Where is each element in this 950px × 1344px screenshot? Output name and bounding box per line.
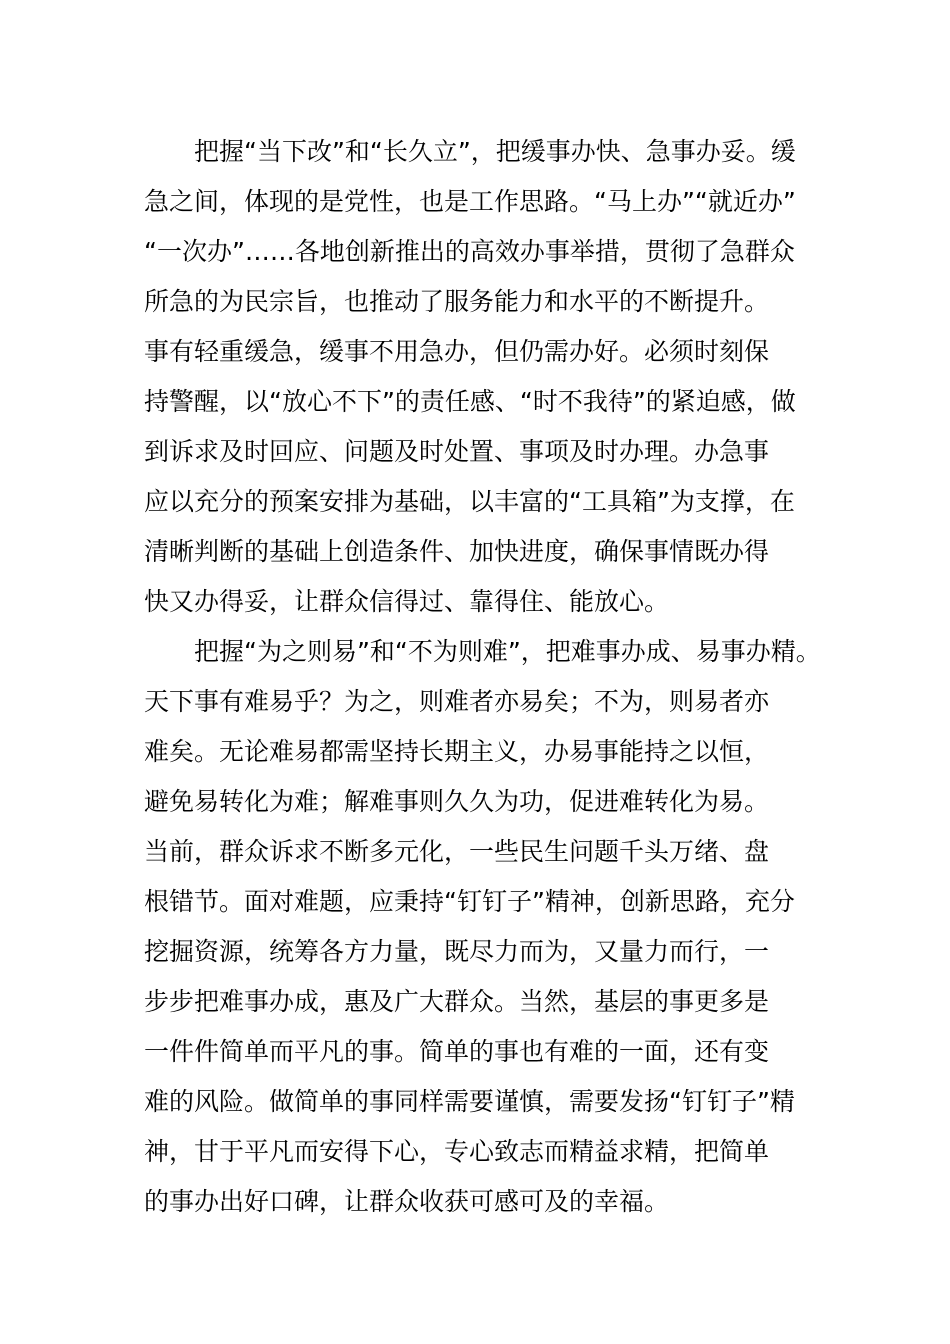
text-line: 把握“当下改”和“长久立”，把缓事办快、急事办妥。缓 <box>144 137 796 166</box>
text-line: 避免易转化为难；解难事则久久为功，促进难转化为易。 <box>144 787 770 816</box>
text-line: “一次办”……各地创新推出的高效办事举措，贯彻了急群众 <box>144 237 795 266</box>
text-line: 把握“为之则易”和“不为则难”，把难事办成、易事办精。 <box>144 637 821 666</box>
text-line: 天下事有难易乎？为之，则难者亦易矣；不为，则易者亦 <box>144 687 770 716</box>
text-line: 神，甘于平凡而安得下心，专心致志而精益求精，把简单 <box>144 1137 770 1166</box>
text-line: 当前，群众诉求不断多元化，一些民生问题千头万绪、盘 <box>144 837 770 866</box>
text-line: 难矣。无论难易都需坚持长期主义，办易事能持之以恒， <box>144 737 770 766</box>
text-line: 挖掘资源，统筹各方力量，既尽力而为，又量力而行，一 <box>144 937 770 966</box>
text-line: 的事办出好口碑，让群众收获可感可及的幸福。 <box>144 1187 670 1216</box>
text-line: 急之间，体现的是党性，也是工作思路。“马上办”“就近办” <box>144 187 796 216</box>
text-line: 快又办得妥，让群众信得过、靠得住、能放心。 <box>144 587 670 616</box>
text-line: 到诉求及时回应、问题及时处置、事项及时办理。办急事 <box>144 437 770 466</box>
text-line: 一件件简单而平凡的事。简单的事也有难的一面，还有变 <box>144 1037 770 1066</box>
text-line: 事有轻重缓急，缓事不用急办，但仍需办好。必须时刻保 <box>144 337 770 366</box>
text-line: 根错节。面对难题，应秉持“钉钉子”精神，创新思路，充分 <box>144 887 795 916</box>
text-line: 清晰判断的基础上创造条件、加快进度，确保事情既办得 <box>144 537 770 566</box>
body-text <box>144 127 844 1227</box>
text-line: 持警醒，以“放心不下”的责任感、“时不我待”的紧迫感，做 <box>144 387 796 416</box>
text-line: 步步把难事办成，惠及广大群众。当然，基层的事更多是 <box>144 987 770 1016</box>
text-line: 应以充分的预案安排为基础，以丰富的“工具箱”为支撑，在 <box>144 487 795 516</box>
text-line: 所急的为民宗旨，也推动了服务能力和水平的不断提升。 <box>144 287 770 316</box>
text-line: 难的风险。做简单的事同样需要谨慎，需要发扬“钉钉子”精 <box>144 1087 795 1116</box>
